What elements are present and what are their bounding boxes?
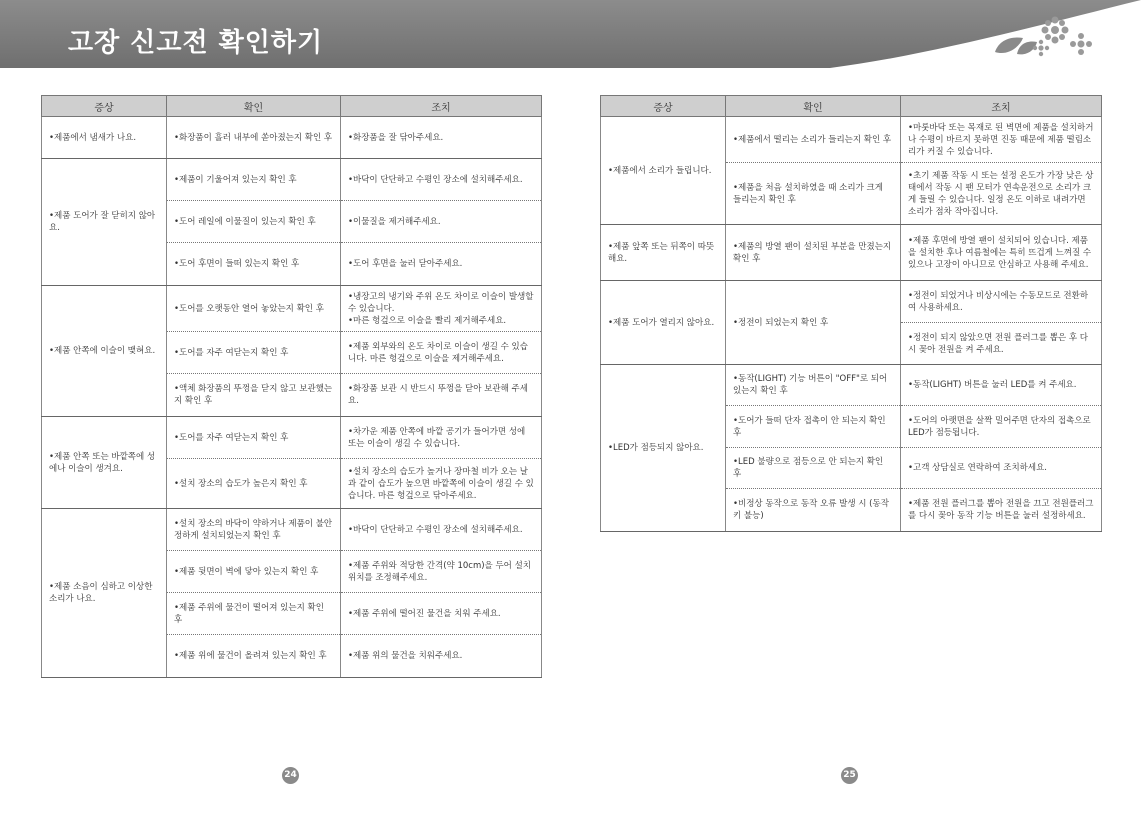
check-cell: •LED 불량으로 점등으로 안 되는지 확인 후 [726,448,901,489]
page-number-right: 25 [841,767,858,784]
action-cell: •이물질을 제거해주세요. [341,201,542,243]
check-cell: •도어를 오랫동안 열어 놓았는지 확인 후 [167,286,341,332]
action-cell: •동작(LIGHT) 버튼을 눌러 LED를 켜 주세요. [901,365,1102,406]
symptom-header: 증상 [42,96,167,117]
check-cell: •도어 레일에 이물질이 있는지 확인 후 [167,201,341,243]
check-cell: •제품 위에 물건이 올려져 있는지 확인 후 [167,635,341,678]
symptom-cell: •제품 앞쪽 또는 뒤쪽이 따뜻해요. [601,225,726,281]
check-cell: •제품을 처음 설치하였을 때 소리가 크게 들리는지 확인 후 [726,163,901,225]
page-number-left: 24 [282,767,299,784]
troubleshooting-table-right [600,95,1102,532]
action-cell: •도어의 아랫면을 살짝 밀어주면 단자의 접촉으로 LED가 점등됩니다. [901,406,1102,448]
check-cell: •설치 장소의 습도가 높은지 확인 후 [167,459,341,509]
check-cell: •화장품이 흘러 내부에 쏟아졌는지 확인 후 [167,117,341,159]
check-header: 확인 [167,96,341,117]
symptom-header: 증상 [601,96,726,117]
check-cell: •비정상 동작으로 동작 오류 발생 시 (동작키 불능) [726,489,901,532]
action-cell: •마룻바닥 또는 목재로 된 벽면에 제품을 설치하거나 수평이 바르지 못하면 진동 때문에 제품 떨림소리가 커질 수 있습니다. [901,117,1102,163]
symptom-cell: •제품 안쪽 또는 바깥쪽에 성에나 이슬이 생겨요. [42,417,167,509]
flower-leaf-decoration-icon [993,14,1101,60]
check-cell: •설치 장소의 바닥이 약하거나 제품이 불안정하게 설치되었는지 확인 후 [167,509,341,551]
symptom-cell: •제품 도어가 잘 닫히지 않아요. [42,159,167,286]
symptom-cell: •LED가 점등되지 않아요. [601,365,726,532]
action-cell: •제품 주위와 적당한 간격(약 10cm)을 두어 설치 위치를 조정해주세요. [341,551,542,593]
check-cell: •제품의 방열 팬이 설치된 부분을 만졌는지 확인 후 [726,225,901,281]
check-cell: •동작(LIGHT) 기능 버튼이 "OFF"로 되어 있는지 확인 후 [726,365,901,406]
action-cell: •도어 후면을 눌러 닫아주세요. [341,243,542,286]
symptom-cell: •제품에서 냄새가 나요. [42,117,167,159]
symptom-cell: •제품 안쪽에 이슬이 맺혀요. [42,286,167,417]
action-header: 조치 [341,96,542,117]
table-row [42,117,542,159]
symptom-cell: •제품 소음이 심하고 이상한 소리가 나요. [42,509,167,678]
action-cell: •정전이 되지 않았으면 전원 플러그를 뽑은 후 다시 꽂아 전원을 켜 주세요. [901,323,1102,365]
symptom-cell: •제품 도어가 열리지 않아요. [601,281,726,365]
page-header [0,0,1141,68]
check-cell: •제품 주위에 물건이 떨어져 있는지 확인 후 [167,593,341,635]
check-cell: •액체 화장품의 뚜껑을 닫지 않고 보관했는지 확인 후 [167,374,341,417]
table-row [42,509,542,551]
action-cell: •제품 전원 플러그를 뽑아 전원을 끄고 전원플러그를 다시 꽂아 동작 기능 버튼을 눌러 설정하세요. [901,489,1102,532]
table-row [42,286,542,332]
action-cell: •바닥이 단단하고 수평인 장소에 설치해주세요. [341,159,542,201]
action-cell: •냉장고의 냉기와 주위 온도 차이로 이슬이 발생할 수 있습니다. •마른 헝겊으로 이슬을 빨리 제거해주세요. [341,286,542,332]
action-cell: •설치 장소의 습도가 높거나 장마철 비가 오는 날과 같이 습도가 높으면 바깥쪽에 이슬이 생길 수 있습니다. 마른 헝겊으로 닦아주세요. [341,459,542,509]
action-cell: •바닥이 단단하고 수평인 장소에 설치해주세요. [341,509,542,551]
action-cell: •차가운 제품 안쪽에 바깥 공기가 들어가면 성에 또는 이슬이 생길 수 있습니다. [341,417,542,459]
action-cell: •고객 상담실로 연락하여 조치하세요. [901,448,1102,489]
page-title: 고장 신고전 확인하기 [68,28,324,58]
action-cell: •화장품 보관 시 반드시 뚜껑을 닫아 보관해 주세요. [341,374,542,417]
action-cell: •초기 제품 작동 시 또는 설정 온도가 가장 낮은 상태에서 작동 시 팬 모터가 연속운전으로 소리가 크게 들릴 수 있습니다. 일정 온도 이하로 내려가면 소리가 점차 작아집니다. [901,163,1102,225]
action-cell: •정전이 되었거나 비상시에는 수동모드로 전환하여 사용하세요. [901,281,1102,323]
action-cell: •제품 후면에 방열 팬이 설치되어 있습니다. 제품을 설치한 후나 여름철에는 특히 뜨겁게 느껴질 수 있으나 고장이 아니므로 안심하고 사용해 주세요. [901,225,1102,281]
check-cell: •제품에서 떨리는 소리가 들리는지 확인 후 [726,117,901,163]
troubleshooting-table-left [41,95,542,678]
check-header: 확인 [726,96,901,117]
action-cell: •화장품을 잘 닦아주세요. [341,117,542,159]
table-row [601,117,1102,163]
action-cell: •제품 위의 물건을 치워주세요. [341,635,542,678]
symptom-cell: •제품에서 소리가 들립니다. [601,117,726,225]
table-row [601,225,1102,281]
table-row [42,159,542,201]
check-cell: •도어를 자주 여닫는지 확인 후 [167,332,341,374]
action-cell: •제품 주위에 떨어진 물건을 치워 주세요. [341,593,542,635]
check-cell: •제품 뒷면이 벽에 닿아 있는지 확인 후 [167,551,341,593]
action-cell: •제품 외부와의 온도 차이로 이슬이 생길 수 있습니다. 마른 헝겊으로 이슬을 제거해주세요. [341,332,542,374]
check-cell: •정전이 되었는지 확인 후 [726,281,901,365]
check-cell: •도어 후면이 들떠 있는지 확인 후 [167,243,341,286]
table-row [601,281,1102,323]
check-cell: •도어를 자주 여닫는지 확인 후 [167,417,341,459]
check-cell: •제품이 기울어져 있는지 확인 후 [167,159,341,201]
table-row [42,417,542,459]
action-header: 조치 [901,96,1102,117]
table-row [601,365,1102,406]
check-cell: •도어가 들떠 단자 접촉이 안 되는지 확인 후 [726,406,901,448]
